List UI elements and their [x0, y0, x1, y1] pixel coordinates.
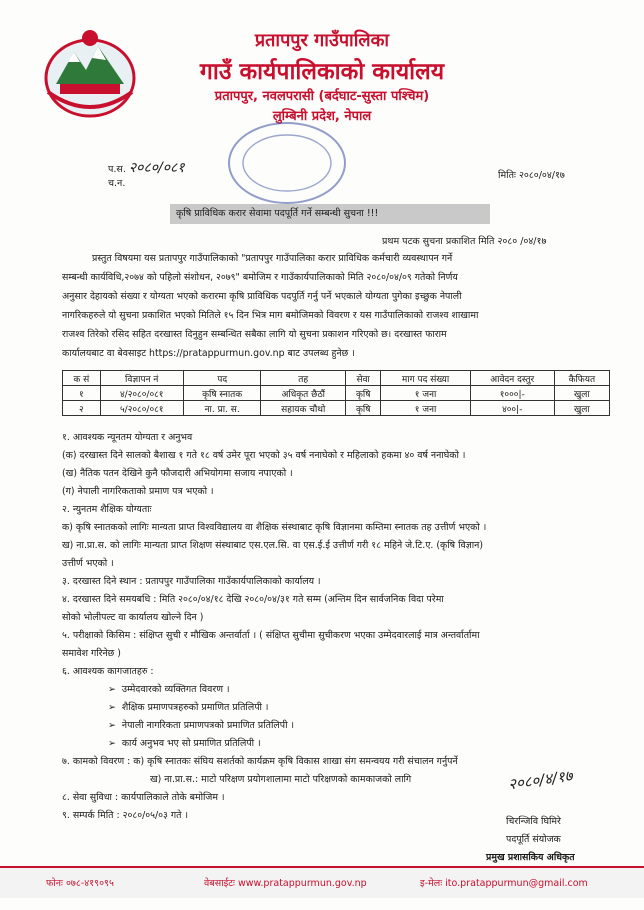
table-cell: ४००|- — [470, 401, 554, 416]
column-header: कैफियत — [554, 371, 609, 386]
table-cell: १ जना — [381, 386, 470, 401]
chalani-number: च.न. — [108, 178, 126, 189]
section-heading: ३. दरखास्त दिने स्थान : प्रतापपुर गाउँपालिका गाउँकार्यपालिकाको कार्यालय । — [62, 576, 321, 587]
signatory-name: चिरन्जिवि घिमिरे — [506, 816, 561, 827]
column-header: सेवा — [346, 371, 381, 386]
table-cell: खुला — [554, 386, 609, 401]
document-list-item: ➢ कार्य अनुभव भए सो प्रमाणित प्रतिलिपी । — [108, 736, 261, 749]
document-list-item: ➢ शैक्षिक प्रमाणपत्रहरुको प्रमाणित प्रतिलिपी । — [108, 700, 268, 713]
section-heading: ८. सेवा सुविधा : कार्यपालिकाले तोके बमोजिम । — [62, 792, 225, 803]
patra-sankhya: प.स. २०८०/०८१ — [108, 160, 185, 176]
handwritten-signature: २०८०/४/१७ — [507, 766, 574, 794]
intro-line: प्रस्तुत विषयमा यस प्रतापपुर गाउँपालिकाको "प्रतापपुर गाउँपालिका करार प्राविधिक कर्मचारी व्यवस्थापन गर्ने — [92, 253, 453, 264]
body-line: ख) ना.प्रा.स. को लागिः मान्यता प्राप्त शिक्षण संस्थाबाट एस.एल.सि. वा एस.ई.ई उत्तीर्ण गरी १८ महिने जे.टि.ए. (कृषि विज्ञान) — [62, 540, 484, 551]
document-date: मितिः २०८०/०४/१७ — [498, 170, 565, 181]
office-address: प्रतापपुर, नवलपरासी (बर्दघाट-सुस्ता पश्चिम) — [214, 89, 430, 104]
intro-line: सम्बन्धी कार्यविधि,२०७४ को पहिलो संशोधन, २०७९" बमोजिम र गाउँकार्यपालिकाको मिति २०८०/०४/०९ गतेको निर्णय — [62, 272, 458, 283]
section-heading: ५. परीक्षाको किसिम : संक्षिप्त सुची र मौखिक अन्तर्वार्ता । ( संक्षिप्त सुचीमा सुचीकरण भएका उम्मेदवारलाई मात्र अन्तर्वार्तामा — [62, 630, 480, 641]
body-line: (क) दरखास्त दिने सालको बैशाख १ गते १८ वर्ष उमेर पूरा भएको ३५ वर्ष ननाघेको र महिलाको हकमा ४० वर्ष ननाघेको । — [62, 450, 466, 461]
section-heading: २. न्युनतम शैक्षिक योग्यताः — [62, 504, 152, 515]
table-header-row — [63, 371, 610, 386]
intro-line: कार्यालयबाट वा बेवसाइट https://pratappurmun.gov.np बाट उपलब्ध हुनेछ । — [62, 348, 355, 359]
document-list-item: ➢ नेपाली नागरिकता प्रमाणपत्रको प्रमाणित प्रतिलिपी । — [108, 718, 294, 731]
column-header: विज्ञापन नं — [100, 371, 183, 386]
province-name: लुम्बिनी प्रदेश, नेपाल — [272, 109, 372, 124]
footer-email[interactable]: इ-मेलः ito.pratappurmun@gmail.com — [420, 878, 588, 889]
table-cell: खुला — [554, 401, 609, 416]
table-cell: कृषि स्नातक — [183, 386, 261, 401]
intro-line: नागरिकहरुले यो सुचना प्रकाशित भएको मितिले १५ दिन भित्र माग बमोजिमको विवरण र यस गाउँपालिकाको राजश्व शाखामा — [62, 310, 479, 321]
table-cell: ५/२०८०/०८१ — [100, 401, 183, 416]
body-line: उत्तीर्ण भएको । — [62, 558, 114, 569]
office-stamp-icon — [222, 118, 352, 208]
section-heading: १. आवश्यक न्यूनतम योग्यता र अनुभव — [62, 432, 193, 443]
first-published-date: प्रथम पटक सुचना प्रकाशित मिति २०८० /०४/१७ — [382, 236, 547, 247]
table-row — [63, 386, 610, 401]
table-cell: अधिकृत छैठौं — [261, 386, 346, 401]
table-cell: १ जना — [381, 401, 470, 416]
column-header: माग पद संख्या — [381, 371, 470, 386]
office-name: गाउँ कार्यपालिकाको कार्यालय — [199, 59, 445, 85]
column-header: क सं — [63, 371, 101, 386]
intro-line: अनुसार देहायको संख्या र योग्यता भएको करारमा कृषि प्राविधिक पदपुर्ति गर्नु पर्ने भएकाले योग्यता पुगेका इच्छुक नेपाली — [62, 291, 462, 302]
document-list-item: ➢ उम्मेदवारको व्यक्तिगत विवरण । — [108, 682, 230, 695]
column-header: तह — [261, 371, 346, 386]
section-heading: ६. आवश्यक कागजातहरु : — [62, 666, 154, 677]
body-line: (ख) नैतिक पतन देखिने कुनै फौजदारी अभियोगमा सजाय नपाएको । — [62, 468, 293, 479]
municipality-name: प्रतापपुर गाउँपालिका — [254, 30, 390, 51]
signatory-role: प्रमुख प्रशासकिय अधिकृत — [486, 852, 575, 863]
table-row — [63, 401, 610, 416]
table-cell: कृषि — [346, 401, 381, 416]
notice-subject: कृषि प्राविधिक करार सेवामा पदपूर्ति गर्ने सम्बन्धी सुचना !!! — [170, 204, 490, 224]
intro-paragraph — [62, 249, 622, 363]
section-heading: ९. सम्पर्क मिति : २०८०/०५/०३ गते । — [62, 810, 189, 821]
body-line: क) कृषि स्नातकको लागिः मान्यता प्राप्त विश्वविद्यालय वा शैक्षिक संस्थाबाट कृषि विज्ञानमा कम्तिमा स्नातक तह उत्तीर्ण भएको । — [62, 522, 487, 533]
patra-sankhya-value: २०८०/०८१ — [128, 160, 185, 176]
table-cell: ४/२०८०/०८१ — [100, 386, 183, 401]
footer-bar — [0, 866, 644, 898]
table-cell: कृषि — [346, 386, 381, 401]
column-header: आवेदन दस्तुर — [470, 371, 554, 386]
signatory-role: पदपूर्ति संयोजक — [506, 834, 561, 845]
column-header: पद — [183, 371, 261, 386]
section-heading: ४. दरखास्त दिने समयबधि : मिति २०८०/०४/१८ देखि २०८०/०४/३१ गते सम्म (अन्तिम दिन सार्वजनिक विदा परेमा — [62, 594, 444, 605]
footer-phone: फोनः ०७८-४१९०९५ — [46, 878, 114, 889]
table-cell: २ — [63, 401, 101, 416]
body-line: ख) ना.प्रा.स.: माटो परिक्षण प्रयोगशालामा माटो परिक्षणको कामकाजको लागि — [150, 774, 412, 785]
body-line: समावेश गरिनेछ ) — [62, 648, 121, 659]
vacancy-table — [62, 370, 610, 416]
footer-website[interactable]: वेबसाईटः www.pratappurmun.gov.np — [204, 878, 367, 889]
section-heading: ७. कामको विवरण : क) कृषि स्नातकः संघिय सशर्तको कार्यक्रम कृषि विकास शाखा संग समन्वयय गरी संचालन गर्नुपर्ने — [62, 756, 458, 767]
body-line: (ग) नेपाली नागरिकताको प्रमाण पत्र भएको । — [62, 486, 214, 497]
table-cell: ना. प्रा. स. — [183, 401, 261, 416]
body-line: सोको भोलीपल्ट वा कार्यालय खोल्ने दिन ) — [62, 612, 204, 623]
table-cell: १०००|- — [470, 386, 554, 401]
intro-line: राजश्व तिरेको रसिद सहित दरखास्त दिनुहुन सम्बन्धित सबैका लागि यो सुचना प्रकाशन गरिएको छ। दरखास्त फाराम — [62, 329, 447, 340]
table-cell: १ — [63, 386, 101, 401]
table-cell: सहायक चौथो — [261, 401, 346, 416]
